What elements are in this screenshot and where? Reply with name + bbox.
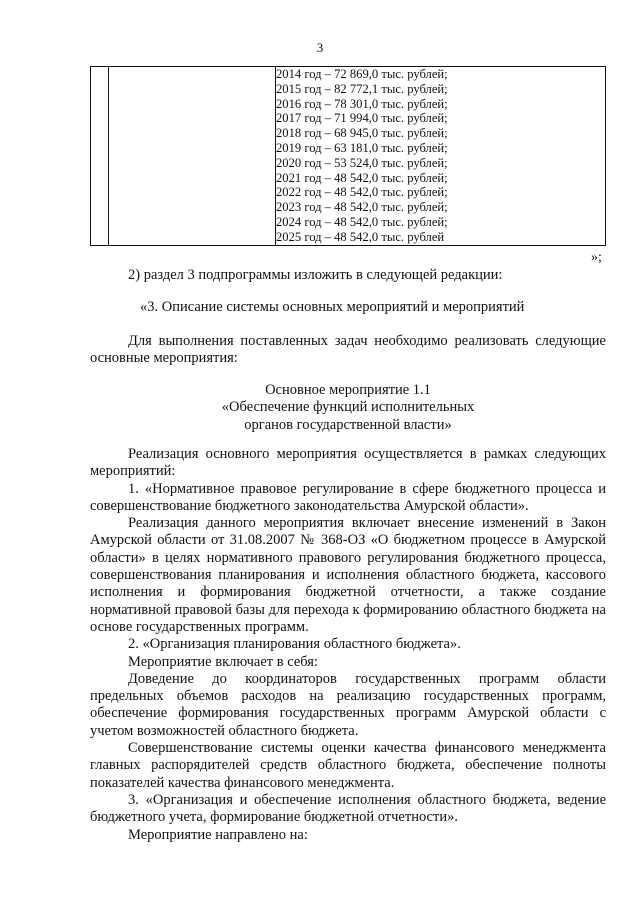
page-number: 3	[316, 40, 324, 55]
intro-paragraph: Для выполнения поставленных задач необходимо реализовать следующие основные мероприятия:	[90, 333, 606, 367]
paragraph: Мероприятие включает в себя:	[128, 653, 319, 670]
year-line: 2018 год – 68 945,0 тыс. рублей;	[276, 126, 448, 141]
table-row	[91, 67, 606, 246]
paragraph: 3. «Организация и обеспечение исполнения областного бюджета, ведение бюджетного учета, формирование бюджетной отчетности».	[90, 791, 606, 826]
paragraph: Реализация данного мероприятия включает внесение изменений в Закон Амурской области от 31.08.2007 № 368-ОЗ «О бюджетном процессе в Амурской области» в целях нормативного правового регулирования бюджетного процесса, совершенствования планирования и исполнения областного бюджета, кассового исполнения и формирования бюджетной отчетности, а также создание нормативной правовой базы для перехода к формированию областного бюджета на основе государственных программ.	[90, 515, 606, 635]
paragraph: Реализация основного мероприятия осуществляется в рамках следующих мероприятий:	[90, 446, 606, 480]
measure-name-line-2: органов государственной власти»	[244, 416, 452, 433]
year-line: 2016 год – 78 301,0 тыс. рублей;	[276, 96, 448, 111]
year-line: 2017 год – 71 994,0 тыс. рублей;	[276, 111, 448, 126]
closing-quote-mark: »;	[591, 250, 602, 265]
section-heading: «3. Описание системы основных мероприятий и мероприятий	[140, 299, 525, 315]
table-cell-empty	[91, 67, 109, 246]
paragraph: Доведение до координаторов государственных программ области предельных объемов расходов на реализацию государственных программ, обеспечение формирования государственных программ Амурской области с учетом возможностей областного бюджета.	[90, 670, 606, 739]
paragraph: 2. «Организация планирования областного бюджета».	[128, 636, 461, 653]
table-cell-empty	[109, 67, 276, 246]
paragraph: Совершенствование системы оценки качества финансового менеджмента главных распорядителей средств областного бюджета, обеспечение полноты показателей качества финансового менеджмента.	[90, 740, 606, 791]
measure-name-line-1: «Обеспечение функций исполнительных	[221, 399, 475, 416]
paragraph: 1. «Нормативное правовое регулирование в сфере бюджетного процесса и совершенствование бюджетного законодательства Амурской области».	[90, 480, 606, 514]
item-2-text: 2) раздел 3 подпрограммы изложить в следующей редакции:	[128, 267, 503, 283]
year-line: 2020 год – 53 524,0 тыс. рублей;	[276, 155, 448, 170]
year-line: 2023 год – 48 542,0 тыс. рублей;	[276, 200, 448, 215]
year-line: 2024 год – 48 542,0 тыс. рублей;	[276, 214, 448, 229]
paragraph: Мероприятие направлено на:	[128, 826, 308, 843]
year-line: 2019 год – 63 181,0 тыс. рублей;	[276, 140, 448, 155]
year-line: 2014 год – 72 869,0 тыс. рублей;	[276, 67, 448, 81]
body-text	[90, 446, 606, 844]
budget-table	[90, 66, 606, 246]
measure-heading	[90, 382, 606, 434]
year-line: 2021 год – 48 542,0 тыс. рублей;	[276, 170, 448, 185]
measure-title: Основное мероприятие 1.1	[265, 382, 431, 398]
year-line: 2025 год – 48 542,0 тыс. рублей	[276, 229, 445, 244]
year-line: 2022 год – 48 542,0 тыс. рублей;	[276, 185, 448, 200]
year-line: 2015 год – 82 772,1 тыс. рублей;	[276, 81, 448, 96]
table-cell-years	[276, 67, 606, 246]
